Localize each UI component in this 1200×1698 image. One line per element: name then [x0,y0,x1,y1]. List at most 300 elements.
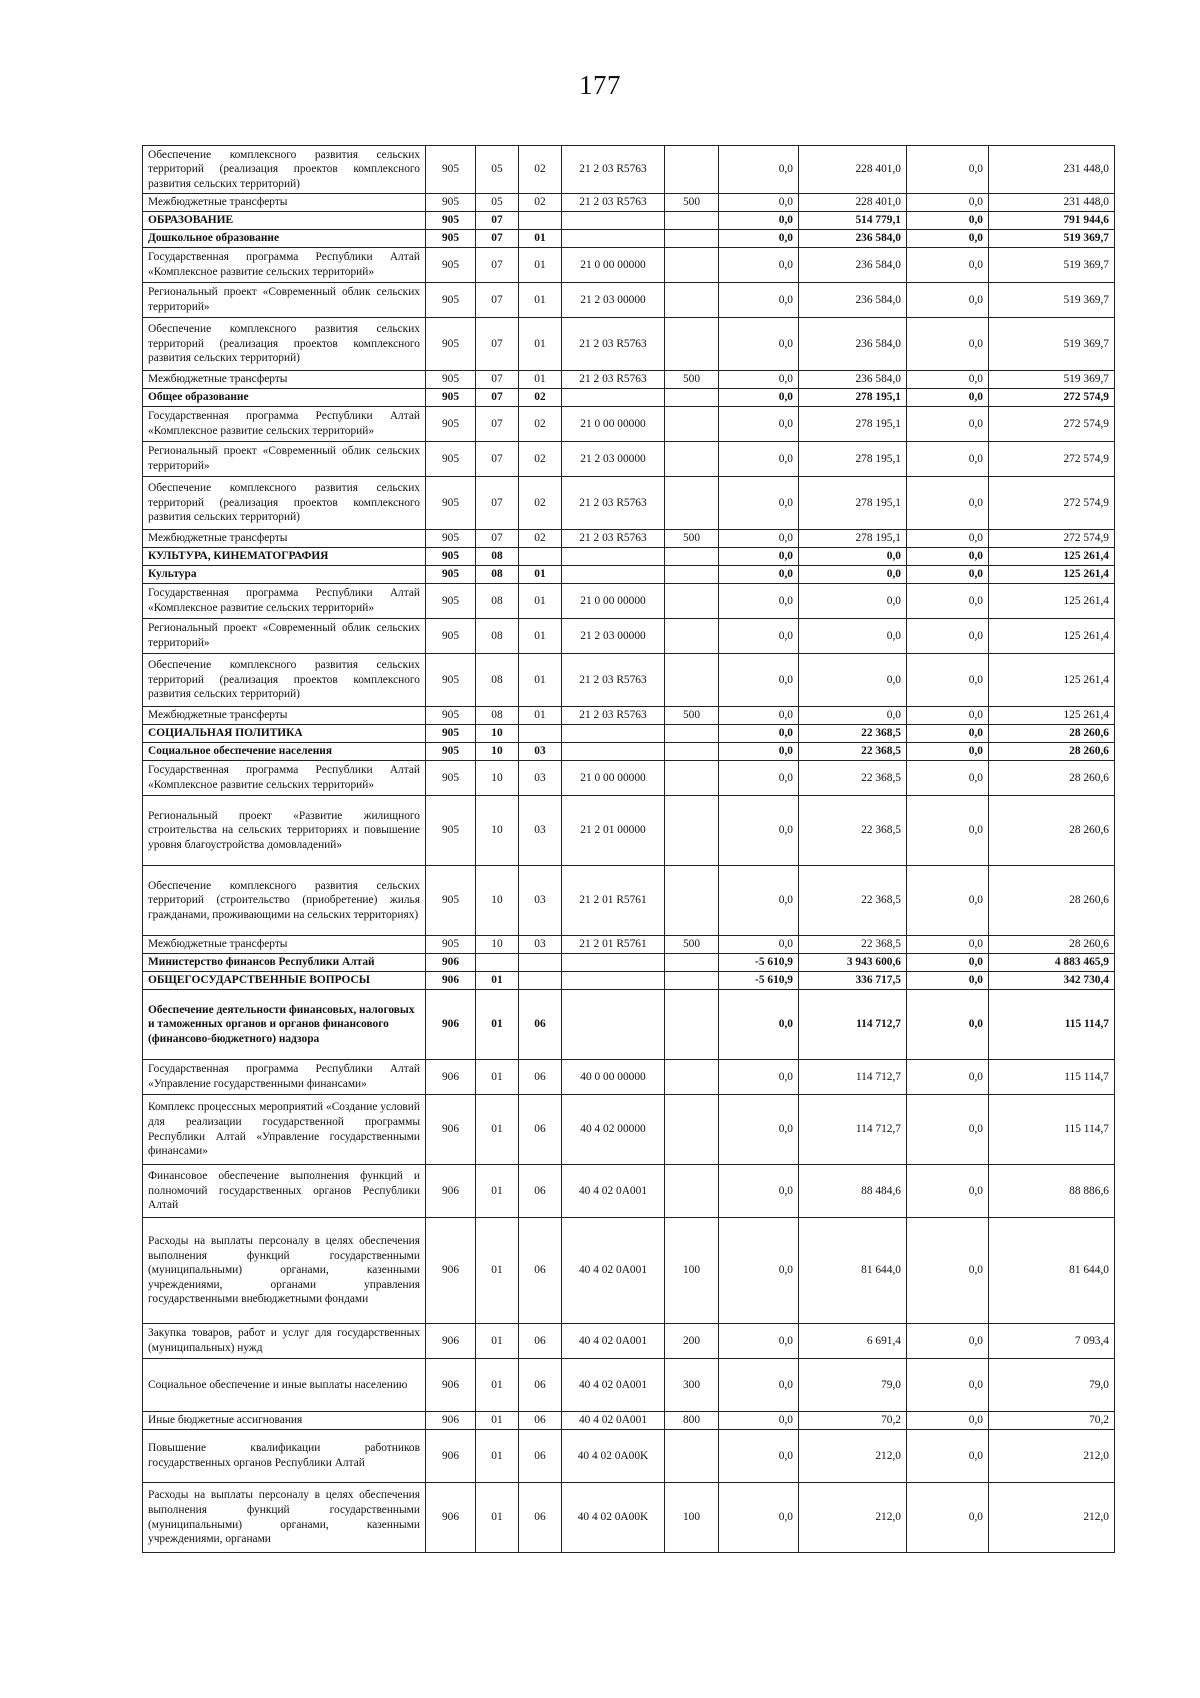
table-row [143,1060,1115,1095]
row-section: 07 [476,407,519,442]
row-amount-1: 0,0 [719,407,799,442]
row-target-article: 21 0 00 00000 [562,584,665,619]
table-row [143,530,1115,548]
row-amount-1: 0,0 [719,477,799,530]
row-name: Государственная программа Республики Алтай «Комплексное развитие сельских территорий» [143,407,426,442]
row-amount-4: 28 260,6 [989,725,1115,743]
row-name: Обеспечение комплексного развития сельских территорий (реализация проектов комплексного развития сельских территорий) [143,477,426,530]
row-target-article: 21 0 00 00000 [562,248,665,283]
row-section: 07 [476,442,519,477]
row-section: 01 [476,1324,519,1359]
row-subsection: 01 [519,654,562,707]
row-amount-2: 278 195,1 [799,389,907,407]
row-target-article [562,990,665,1060]
row-expense-type [665,584,719,619]
row-amount-4: 28 260,6 [989,761,1115,796]
table-row [143,1483,1115,1553]
row-target-article: 21 2 03 R5763 [562,146,665,194]
row-section: 05 [476,146,519,194]
row-grbs: 905 [426,230,476,248]
row-grbs: 906 [426,1412,476,1430]
row-amount-1: 0,0 [719,146,799,194]
row-amount-2: 22 368,5 [799,936,907,954]
row-amount-1: 0,0 [719,1412,799,1430]
row-target-article [562,212,665,230]
row-amount-2: 6 691,4 [799,1324,907,1359]
row-name: Финансовое обеспечение выполнения функций и полномочий государственных органов Республики Алтай [143,1165,426,1218]
row-subsection: 02 [519,442,562,477]
table-row [143,866,1115,936]
row-name: Расходы на выплаты персоналу в целях обеспечения выполнения функций государственными (муниципальными) органами, казенными учреждениями, органами [143,1483,426,1553]
row-grbs: 905 [426,477,476,530]
row-amount-2: 79,0 [799,1359,907,1412]
row-section: 07 [476,389,519,407]
row-amount-4: 519 369,7 [989,371,1115,389]
table-row [143,619,1115,654]
table-row [143,936,1115,954]
row-name: Социальное обеспечение и иные выплаты населению [143,1359,426,1412]
table-row [143,707,1115,725]
row-expense-type: 200 [665,1324,719,1359]
row-grbs: 905 [426,389,476,407]
row-expense-type: 500 [665,530,719,548]
row-grbs: 905 [426,407,476,442]
row-amount-2: 278 195,1 [799,530,907,548]
table-row [143,248,1115,283]
row-amount-1: 0,0 [719,1218,799,1324]
table-row [143,1218,1115,1324]
row-grbs: 905 [426,248,476,283]
row-grbs: 906 [426,1359,476,1412]
row-target-article: 21 2 03 R5763 [562,530,665,548]
row-amount-1: 0,0 [719,318,799,371]
row-name: Государственная программа Республики Алтай «Управление государственными финансами» [143,1060,426,1095]
row-grbs: 906 [426,1324,476,1359]
row-amount-2: 212,0 [799,1483,907,1553]
table-row [143,371,1115,389]
row-name: Общее образование [143,389,426,407]
row-amount-3: 0,0 [907,954,989,972]
row-section: 08 [476,548,519,566]
row-target-article: 21 0 00 00000 [562,407,665,442]
row-grbs: 905 [426,548,476,566]
row-target-article: 40 4 02 0A001 [562,1324,665,1359]
row-amount-1: 0,0 [719,1060,799,1095]
row-amount-1: 0,0 [719,1165,799,1218]
row-name: Межбюджетные трансферты [143,371,426,389]
row-subsection: 01 [519,248,562,283]
budget-table-body [143,146,1115,1553]
row-subsection [519,548,562,566]
row-amount-2: 228 401,0 [799,194,907,212]
row-amount-4: 125 261,4 [989,707,1115,725]
page-number: 177 [579,70,621,100]
row-target-article: 40 4 02 0A001 [562,1165,665,1218]
row-amount-1: 0,0 [719,761,799,796]
row-section: 07 [476,283,519,318]
row-amount-4: 272 574,9 [989,389,1115,407]
row-amount-4: 125 261,4 [989,619,1115,654]
row-name: СОЦИАЛЬНАЯ ПОЛИТИКА [143,725,426,743]
row-target-article [562,743,665,761]
row-amount-1: 0,0 [719,1430,799,1483]
row-subsection: 06 [519,1430,562,1483]
row-amount-1: 0,0 [719,442,799,477]
row-amount-1: 0,0 [719,743,799,761]
row-amount-2: 114 712,7 [799,1060,907,1095]
table-row [143,1359,1115,1412]
row-amount-1: 0,0 [719,230,799,248]
table-row [143,654,1115,707]
row-amount-4: 125 261,4 [989,566,1115,584]
table-row [143,566,1115,584]
row-expense-type [665,954,719,972]
row-amount-4: 519 369,7 [989,230,1115,248]
row-name: Обеспечение деятельности финансовых, налоговых и таможенных органов и органов финансового (финансово-бюджетного) надзора [143,990,426,1060]
row-grbs: 906 [426,1095,476,1165]
row-name: Межбюджетные трансферты [143,194,426,212]
row-amount-4: 272 574,9 [989,407,1115,442]
row-amount-2: 3 943 600,6 [799,954,907,972]
row-amount-3: 0,0 [907,477,989,530]
row-amount-4: 28 260,6 [989,936,1115,954]
row-amount-2: 236 584,0 [799,371,907,389]
row-amount-4: 231 448,0 [989,194,1115,212]
row-amount-4: 519 369,7 [989,283,1115,318]
row-target-article [562,725,665,743]
row-expense-type [665,477,719,530]
row-target-article: 21 2 03 R5763 [562,707,665,725]
row-amount-3: 0,0 [907,212,989,230]
row-amount-3: 0,0 [907,407,989,442]
row-amount-4: 342 730,4 [989,972,1115,990]
row-section: 01 [476,1430,519,1483]
table-row [143,194,1115,212]
row-grbs: 905 [426,212,476,230]
row-section: 07 [476,318,519,371]
row-grbs: 906 [426,954,476,972]
row-amount-3: 0,0 [907,972,989,990]
row-amount-3: 0,0 [907,1359,989,1412]
row-section: 07 [476,230,519,248]
row-amount-3: 0,0 [907,796,989,866]
row-target-article: 21 2 03 R5763 [562,371,665,389]
row-grbs: 905 [426,194,476,212]
row-amount-4: 28 260,6 [989,743,1115,761]
row-expense-type [665,389,719,407]
row-amount-1: 0,0 [719,548,799,566]
row-name: Повышение квалификации работников государственных органов Республики Алтай [143,1430,426,1483]
row-amount-1: 0,0 [719,283,799,318]
row-amount-3: 0,0 [907,1095,989,1165]
row-amount-3: 0,0 [907,1324,989,1359]
row-name: Обеспечение комплексного развития сельских территорий (реализация проектов комплексного развития сельских территорий) [143,654,426,707]
row-name: Государственная программа Республики Алтай «Комплексное развитие сельских территорий» [143,584,426,619]
row-amount-1: 0,0 [719,212,799,230]
row-subsection: 06 [519,1324,562,1359]
row-grbs: 906 [426,1165,476,1218]
table-row [143,725,1115,743]
row-expense-type [665,248,719,283]
row-expense-type [665,318,719,371]
row-expense-type [665,283,719,318]
row-amount-2: 22 368,5 [799,866,907,936]
row-section: 07 [476,212,519,230]
row-amount-1: 0,0 [719,1095,799,1165]
row-subsection: 02 [519,477,562,530]
row-expense-type: 500 [665,194,719,212]
row-amount-2: 236 584,0 [799,230,907,248]
row-amount-2: 88 484,6 [799,1165,907,1218]
row-grbs: 906 [426,1060,476,1095]
row-amount-1: -5 610,9 [719,972,799,990]
row-name: Дошкольное образование [143,230,426,248]
row-amount-4: 519 369,7 [989,318,1115,371]
table-row [143,389,1115,407]
row-section: 08 [476,707,519,725]
row-expense-type: 300 [665,1359,719,1412]
row-subsection: 02 [519,146,562,194]
row-name: Министерство финансов Республики Алтай [143,954,426,972]
row-subsection: 02 [519,194,562,212]
row-expense-type [665,442,719,477]
row-target-article: 40 4 02 0A001 [562,1412,665,1430]
row-amount-2: 22 368,5 [799,796,907,866]
row-target-article: 21 2 01 00000 [562,796,665,866]
row-expense-type [665,866,719,936]
row-amount-3: 0,0 [907,194,989,212]
row-amount-3: 0,0 [907,566,989,584]
row-amount-1: 0,0 [719,194,799,212]
row-amount-3: 0,0 [907,146,989,194]
row-expense-type [665,725,719,743]
row-section: 10 [476,743,519,761]
row-subsection: 06 [519,1060,562,1095]
row-amount-4: 81 644,0 [989,1218,1115,1324]
row-subsection: 06 [519,1095,562,1165]
row-expense-type [665,796,719,866]
row-subsection: 01 [519,707,562,725]
row-amount-3: 0,0 [907,1430,989,1483]
row-target-article: 40 4 02 0A00K [562,1430,665,1483]
row-grbs: 905 [426,283,476,318]
row-amount-1: 0,0 [719,1359,799,1412]
row-amount-4: 28 260,6 [989,796,1115,866]
row-target-article [562,954,665,972]
row-grbs: 906 [426,1430,476,1483]
row-amount-3: 0,0 [907,866,989,936]
row-expense-type [665,1095,719,1165]
row-subsection: 01 [519,566,562,584]
row-amount-4: 115 114,7 [989,1060,1115,1095]
row-expense-type [665,972,719,990]
row-subsection: 03 [519,866,562,936]
row-amount-2: 70,2 [799,1412,907,1430]
row-target-article: 21 2 03 R5763 [562,318,665,371]
row-target-article: 40 4 02 0A00K [562,1483,665,1553]
row-amount-1: 0,0 [719,584,799,619]
row-grbs: 906 [426,1218,476,1324]
row-grbs: 906 [426,990,476,1060]
row-amount-3: 0,0 [907,230,989,248]
row-grbs: 905 [426,566,476,584]
row-subsection: 03 [519,743,562,761]
row-subsection: 06 [519,990,562,1060]
table-row [143,442,1115,477]
row-name: ОБРАЗОВАНИЕ [143,212,426,230]
row-section: 01 [476,1218,519,1324]
row-expense-type [665,743,719,761]
row-amount-4: 115 114,7 [989,1095,1115,1165]
row-expense-type [665,1430,719,1483]
row-amount-3: 0,0 [907,654,989,707]
row-expense-type: 100 [665,1483,719,1553]
row-amount-1: 0,0 [719,990,799,1060]
row-target-article [562,548,665,566]
row-amount-2: 81 644,0 [799,1218,907,1324]
row-section: 07 [476,248,519,283]
row-amount-1: 0,0 [719,566,799,584]
row-target-article: 21 2 01 R5761 [562,866,665,936]
row-amount-3: 0,0 [907,743,989,761]
row-section: 08 [476,584,519,619]
row-name: Обеспечение комплексного развития сельских территорий (реализация проектов комплексного развития сельских территорий) [143,318,426,371]
row-amount-1: 0,0 [719,707,799,725]
row-expense-type: 500 [665,371,719,389]
row-name: Государственная программа Республики Алтай «Комплексное развитие сельских территорий» [143,248,426,283]
row-target-article: 21 2 03 R5763 [562,194,665,212]
row-amount-1: 0,0 [719,796,799,866]
row-subsection: 06 [519,1359,562,1412]
row-name: Межбюджетные трансферты [143,530,426,548]
row-expense-type [665,548,719,566]
row-amount-3: 0,0 [907,530,989,548]
table-row [143,954,1115,972]
row-grbs: 905 [426,936,476,954]
row-amount-1: 0,0 [719,389,799,407]
row-amount-4: 212,0 [989,1483,1115,1553]
row-grbs: 905 [426,796,476,866]
row-expense-type: 500 [665,707,719,725]
row-grbs: 905 [426,442,476,477]
row-subsection: 06 [519,1483,562,1553]
row-amount-2: 336 717,5 [799,972,907,990]
row-amount-1: 0,0 [719,1324,799,1359]
row-subsection: 01 [519,230,562,248]
row-grbs: 905 [426,318,476,371]
row-amount-4: 231 448,0 [989,146,1115,194]
table-row [143,743,1115,761]
row-amount-3: 0,0 [907,990,989,1060]
row-amount-4: 70,2 [989,1412,1115,1430]
row-amount-4: 79,0 [989,1359,1115,1412]
row-amount-2: 212,0 [799,1430,907,1483]
row-subsection [519,212,562,230]
row-amount-3: 0,0 [907,318,989,371]
row-expense-type [665,212,719,230]
row-subsection: 01 [519,283,562,318]
row-subsection: 06 [519,1165,562,1218]
row-target-article: 40 4 02 00000 [562,1095,665,1165]
row-section: 01 [476,990,519,1060]
row-target-article: 21 2 03 00000 [562,619,665,654]
row-grbs: 905 [426,619,476,654]
row-amount-4: 791 944,6 [989,212,1115,230]
table-row [143,477,1115,530]
row-amount-3: 0,0 [907,548,989,566]
row-section: 07 [476,371,519,389]
row-amount-4: 125 261,4 [989,584,1115,619]
row-amount-2: 278 195,1 [799,407,907,442]
row-subsection: 01 [519,619,562,654]
row-expense-type [665,761,719,796]
row-expense-type [665,654,719,707]
row-target-article [562,972,665,990]
row-amount-1: 0,0 [719,1483,799,1553]
row-subsection: 01 [519,371,562,389]
row-amount-3: 0,0 [907,248,989,283]
row-amount-2: 278 195,1 [799,477,907,530]
row-name: Расходы на выплаты персоналу в целях обеспечения выполнения функций государственными (муниципальными) органами, казенными учреждениями, органами управления государственными внебюджетными фондами [143,1218,426,1324]
row-expense-type [665,1060,719,1095]
table-row [143,230,1115,248]
row-name: Комплекс процессных мероприятий «Создание условий для реализации государственной программы Республики Алтай «Управление государственными финансами» [143,1095,426,1165]
row-section [476,954,519,972]
table-row [143,990,1115,1060]
row-expense-type [665,990,719,1060]
row-grbs: 906 [426,1483,476,1553]
row-amount-3: 0,0 [907,936,989,954]
row-amount-4: 88 886,6 [989,1165,1115,1218]
row-amount-3: 0,0 [907,371,989,389]
row-subsection: 03 [519,936,562,954]
row-amount-4: 125 261,4 [989,548,1115,566]
row-section: 01 [476,1060,519,1095]
row-expense-type: 500 [665,936,719,954]
row-subsection: 01 [519,584,562,619]
table-row [143,1412,1115,1430]
row-section: 10 [476,936,519,954]
table-row [143,407,1115,442]
row-amount-4: 212,0 [989,1430,1115,1483]
row-grbs: 905 [426,530,476,548]
row-subsection: 02 [519,389,562,407]
row-section: 01 [476,1095,519,1165]
row-subsection: 02 [519,530,562,548]
row-amount-3: 0,0 [907,707,989,725]
row-amount-2: 114 712,7 [799,990,907,1060]
row-amount-4: 519 369,7 [989,248,1115,283]
row-amount-1: 0,0 [719,619,799,654]
table-row [143,761,1115,796]
row-name: Межбюджетные трансферты [143,936,426,954]
row-amount-2: 0,0 [799,654,907,707]
row-expense-type [665,230,719,248]
row-amount-4: 28 260,6 [989,866,1115,936]
row-grbs: 905 [426,584,476,619]
row-section: 08 [476,654,519,707]
budget-table [142,145,1115,1553]
row-name: Культура [143,566,426,584]
row-target-article: 21 2 03 R5763 [562,654,665,707]
row-target-article: 21 2 03 R5763 [562,477,665,530]
table-row [143,972,1115,990]
row-name: Региональный проект «Развитие жилищного строительства на сельских территориях и повышение уровня благоустройства домовладений» [143,796,426,866]
row-amount-2: 0,0 [799,566,907,584]
row-subsection: 06 [519,1412,562,1430]
row-expense-type: 100 [665,1218,719,1324]
row-amount-2: 0,0 [799,584,907,619]
